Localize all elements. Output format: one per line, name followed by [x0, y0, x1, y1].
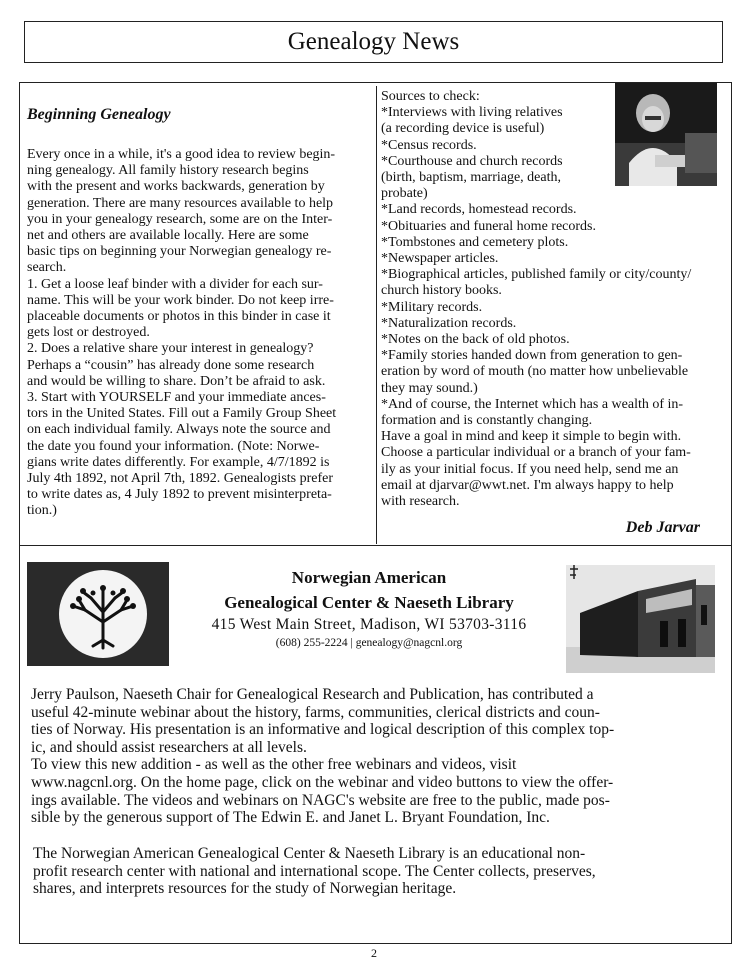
text-line: profit research center with national and international scope. The Center collects, preserves, [33, 862, 596, 880]
text-line: July 4th 1892, not April 7th, 1892. Genealogists prefer [27, 471, 334, 487]
text-line: ily as your initial focus. If you need help, send me an [381, 461, 679, 477]
text-line: tion.) [27, 503, 57, 519]
text-line: with the present and works backwards, generation by [27, 179, 325, 195]
text-line: To view this new addition - as well as the other free webinars and videos, visit [31, 756, 517, 774]
text-line: 2. Does a relative share your interest in genealogy? [27, 341, 314, 357]
text-line: Have a goal in mind and keep it simple to begin with. [381, 429, 682, 445]
text-line: eration by word of mouth (no matter how unbelievable [381, 364, 689, 380]
text-line: generation. There are many resources available to help [27, 195, 334, 211]
text-line: 1. Get a loose leaf binder with a divider for each sur- [27, 276, 323, 292]
text-line: *Courthouse and church records [381, 153, 563, 169]
nagc-address: 415 West Main Street, Madison, WI 53703-3116 [211, 616, 527, 633]
text-line: to write dates as, 4 July 1892 to prevent misinterpreta- [27, 487, 332, 503]
text-line: email at djarvar@wwt.net. I'm always happy to help [381, 477, 674, 493]
text-line: ings available. The videos and webinars on NAGC's website are free to the public, made pos- [31, 791, 610, 809]
author-photo [615, 83, 717, 186]
header-box [24, 21, 723, 63]
nagc-title-line1: Norwegian American [291, 568, 447, 587]
text-line: *Obituaries and funeral home records. [381, 218, 596, 234]
text-line: sible by the generous support of The Edwin E. and Janet L. Bryant Foundation, Inc. [31, 809, 550, 827]
text-line: (a recording device is useful) [381, 121, 545, 137]
nagc-contact: (608) 255-2224 | genealogy@nagcnl.org [275, 637, 463, 649]
nagc-header [176, 566, 562, 652]
text-line: (birth, baptism, marriage, death, [381, 170, 561, 186]
text-line: basic tips on beginning your Norwegian genealogy re- [27, 244, 332, 260]
text-line: www.nagcnl.org. On the home page, click on the webinar and video buttons to view the offer- [31, 773, 614, 791]
text-line: The Norwegian American Genealogical Center & Naeseth Library is an educational non- [33, 845, 586, 862]
text-line: *Notes on the back of old photos. [381, 332, 570, 348]
text-line: Jerry Paulson, Naeseth Chair for Genealogical Research and Publication, has contributed a [31, 686, 594, 703]
text-line: gets lost or destroyed. [27, 325, 150, 341]
column-divider [376, 86, 377, 544]
text-line: *Naturalization records. [381, 315, 517, 331]
text-line: ning genealogy. All family history research begins [27, 163, 309, 179]
nagc-logo [27, 562, 169, 666]
text-line: church history books. [381, 283, 502, 299]
page-title: Genealogy News [287, 28, 460, 55]
text-line: Every once in a while, it's a good idea to review begin- [27, 147, 336, 162]
text-line: *Family stories handed down from generation to gen- [381, 348, 683, 364]
text-line: *Land records, homestead records. [381, 202, 577, 218]
text-line: *Biographical articles, published family or city/county/ [381, 267, 692, 283]
page-number: 2 [371, 946, 377, 960]
text-line: placeable documents or photos in this binder in case it [27, 309, 331, 325]
text-line: probate) [381, 186, 428, 202]
text-line: *Newspaper articles. [381, 251, 499, 267]
article-left-column [27, 147, 371, 520]
text-line: useful 42-minute webinar about the history, farms, communities, clerical districts and coun- [31, 703, 600, 721]
text-line: formation and is constantly changing. [381, 413, 593, 429]
text-line: ties of Norway. His presentation is an informative and logical description of this complex top- [31, 721, 615, 739]
nagc-title-line2: Genealogical Center & Naeseth Library [224, 593, 514, 612]
text-line: they may sound.) [381, 380, 478, 396]
section-divider [19, 545, 732, 546]
text-line: Perhaps a “cousin” has already done some research [27, 357, 315, 373]
article-heading: Beginning Genealogy [27, 106, 171, 123]
text-line: *Interviews with living relatives [381, 105, 563, 121]
text-line: you in your genealogy research, some are on the Inter- [27, 211, 333, 227]
text-line: on each individual family. Always note the source and [27, 422, 331, 438]
text-line: net and others are available locally. Here are some [27, 228, 309, 244]
text-line: search. [27, 260, 67, 276]
text-line: tors in the United States. Fill out a Family Group Sheet [27, 406, 337, 422]
library-building-photo [566, 565, 715, 673]
nagc-paragraph-about [33, 845, 719, 898]
text-line: *Military records. [381, 299, 483, 315]
text-line: ic, and should assist researchers at all levels. [31, 738, 307, 756]
text-line: Choose a particular individual or a branch of your fam- [381, 445, 691, 461]
author-signature: Deb Jarvar [625, 519, 700, 536]
text-line: the date you found your information. (Note: Norwe- [27, 438, 320, 454]
text-line: gians write dates differently. For example, 4/7/1892 is [27, 454, 330, 470]
text-line: name. This will be your work binder. Do not keep irre- [27, 292, 334, 308]
text-line: *Census records. [381, 137, 477, 153]
text-line: and would be willing to share. Don’t be afraid to ask. [27, 373, 326, 389]
text-line: with research. [381, 494, 460, 510]
text-line: shares, and interprets resources for the study of Norwegian heritage. [33, 880, 457, 898]
text-line: 3. Start with YOURSELF and your immediate ances- [27, 390, 326, 406]
text-line: *And of course, the Internet which has a wealth of in- [381, 396, 684, 412]
text-line: Sources to check: [381, 89, 480, 104]
nagc-paragraph-webinar [31, 686, 717, 827]
text-line: *Tombstones and cemetery plots. [381, 234, 569, 250]
